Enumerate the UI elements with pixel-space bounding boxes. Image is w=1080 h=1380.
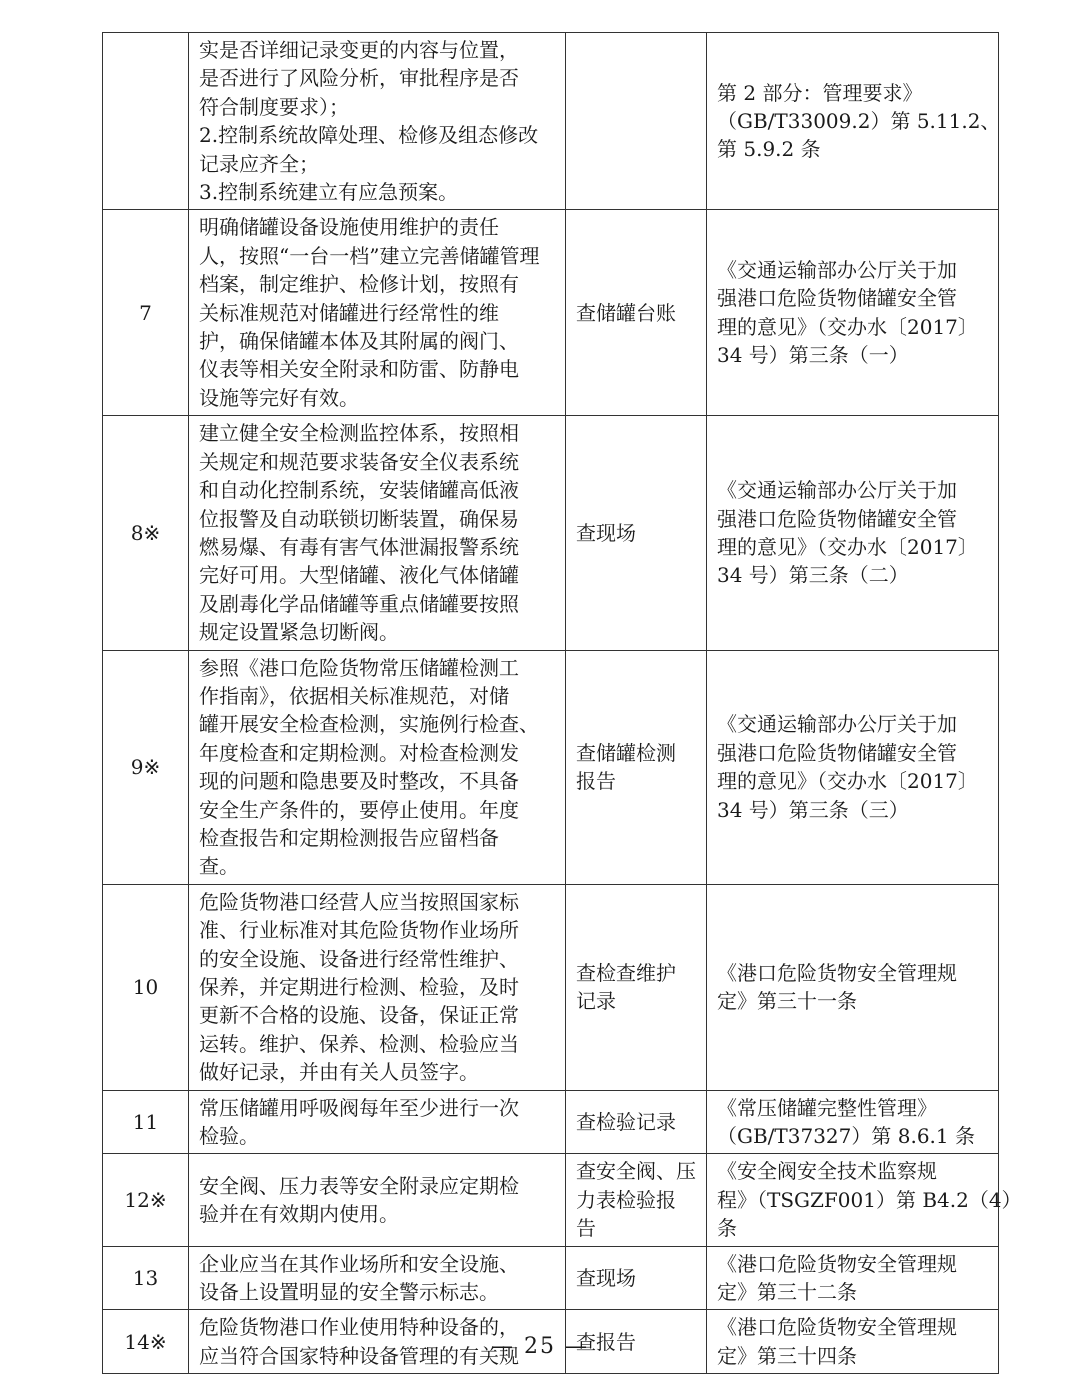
method-text-line: 力表检验报 xyxy=(576,1187,676,1212)
regulation-table xyxy=(102,32,1022,1374)
basis-text-line: 理的意见》（交办水〔2017〕 xyxy=(717,534,978,559)
content-text-line: 检验。 xyxy=(199,1124,259,1149)
method-text-line: 查储罐台账 xyxy=(576,300,676,325)
content-text-line: 人，按照“一台一档”建立完善储罐管理 xyxy=(199,243,540,268)
item-number-cell: 7 xyxy=(103,210,189,416)
content-text-line: 保养，并定期进行检测、检验，及时 xyxy=(199,975,519,999)
method-text-line: 查检验记录 xyxy=(576,1109,676,1134)
legal-basis-cell xyxy=(707,210,999,416)
content-text-line: 的安全设施、设备进行经常性维护、 xyxy=(199,946,519,971)
content-text-line: 作指南》，依据相关标准规范，对储 xyxy=(199,683,509,708)
table-row xyxy=(103,1154,999,1246)
legal-basis-cell xyxy=(707,33,999,210)
content-text-line: 规定设置紧急切断阀。 xyxy=(199,620,399,645)
item-number-cell: 10 xyxy=(103,884,189,1090)
method-text-line: 查现场 xyxy=(576,1265,636,1290)
inspection-content-cell xyxy=(189,210,566,416)
content-text-line: 现的问题和隐患要及时整改，不具备 xyxy=(199,769,519,794)
legal-basis-cell xyxy=(707,1090,999,1154)
inspection-method-cell xyxy=(566,650,707,884)
regulation-table-body xyxy=(103,33,1022,1374)
basis-text-line: 定》第三十一条 xyxy=(717,989,857,1014)
basis-text-line: 定》第三十四条 xyxy=(717,1343,857,1368)
table-row xyxy=(103,33,999,210)
inspection-content-cell xyxy=(189,416,566,650)
content-text-line: 准、行业标准对其危险货物作业场所 xyxy=(199,918,519,943)
page-number: — 25 — xyxy=(491,1334,589,1359)
content-text-line: 更新不合格的设施、设备，保证正常 xyxy=(199,1003,519,1028)
legal-basis-cell xyxy=(707,1246,999,1310)
inspection-method-cell xyxy=(566,1154,707,1246)
content-text-line: 做好记录，并由有关人员签字。 xyxy=(199,1060,479,1085)
inspection-method-cell xyxy=(566,1090,707,1154)
content-text-line: 应当符合国家特种设备管理的有关规 xyxy=(199,1343,519,1368)
table-row xyxy=(103,416,999,650)
basis-text-line: 《安全阀安全技术监察规 xyxy=(717,1159,937,1184)
basis-text-line: 《交通运输部办公厅关于加 xyxy=(717,258,957,283)
basis-text-line: （GB/T33009.2）第 5.11.2、 xyxy=(717,109,1001,134)
inspection-content-cell xyxy=(189,33,566,210)
content-text-line: 燃易爆、有毒有害气体泄漏报警系统 xyxy=(199,534,519,559)
basis-text-line: 《交通运输部办公厅关于加 xyxy=(717,478,957,503)
legal-basis-cell xyxy=(707,650,999,884)
content-text-line: 护，确保储罐本体及其附属的阀门、 xyxy=(199,329,519,354)
item-number-cell: 8※ xyxy=(103,416,189,650)
basis-text-line: 强港口危险货物储罐安全管 xyxy=(717,506,957,531)
inspection-method-cell xyxy=(566,416,707,650)
content-text-line: 企业应当在其作业场所和安全设施、 xyxy=(199,1251,519,1276)
method-text-line: 报告 xyxy=(576,769,616,794)
legal-basis-cell xyxy=(707,884,999,1090)
content-text-line: 检查报告和定期检测报告应留档备 xyxy=(199,825,499,850)
content-text-line: 运转。维护、保养、检测、检验应当 xyxy=(199,1031,519,1056)
basis-text-line: 《港口危险货物安全管理规 xyxy=(717,1251,957,1276)
method-text-line: 告 xyxy=(576,1216,596,1241)
content-text-line: 关标准规范对储罐进行经常性的维 xyxy=(199,300,499,325)
item-number-cell xyxy=(103,33,189,210)
content-text-line: 仪表等相关安全附录和防雷、防静电 xyxy=(199,357,519,382)
content-text-line: 及剧毒化学品储罐等重点储罐要按照 xyxy=(199,591,519,616)
method-text-line: 查检查维护 xyxy=(576,960,676,985)
method-text-line: 查安全阀、压 xyxy=(576,1159,696,1184)
content-text-line: 完好可用。大型储罐、液化气体储罐 xyxy=(199,563,519,588)
content-text-line: 常压储罐用呼吸阀每年至少进行一次 xyxy=(199,1095,519,1120)
basis-text-line: 定》第三十二条 xyxy=(717,1280,857,1305)
legal-basis-cell xyxy=(707,1154,1022,1246)
method-text-line: 查储罐检测 xyxy=(576,740,676,765)
basis-text-line: 理的意见》（交办水〔2017〕 xyxy=(717,314,978,339)
content-text-line: 和自动化控制系统，安装储罐高低液 xyxy=(199,478,519,503)
content-text-line: 明确储罐设备设施使用维护的责任 xyxy=(199,215,499,240)
basis-text-line: 《交通运输部办公厅关于加 xyxy=(717,712,957,737)
content-text-line: 实是否详细记录变更的内容与位置， xyxy=(199,38,519,62)
content-text-line: 安全生产条件的，要停止使用。年度 xyxy=(199,797,519,822)
content-text-line: 档案，制定维护、检修计划，按照有 xyxy=(199,272,519,297)
item-number-cell: 14※ xyxy=(103,1310,189,1374)
inspection-content-cell xyxy=(189,650,566,884)
content-text-line: 年度检查和定期检测。对检查检测发 xyxy=(199,740,519,765)
content-text-line: 危险货物港口作业使用特种设备的， xyxy=(199,1315,519,1340)
content-text-line: 记录应齐全； xyxy=(199,151,319,176)
table-row xyxy=(103,210,999,416)
inspection-method-cell xyxy=(566,33,707,210)
table-row xyxy=(103,650,999,884)
inspection-method-cell xyxy=(566,884,707,1090)
method-text-line: 查现场 xyxy=(576,520,636,545)
basis-text-line: 《港口危险货物安全管理规 xyxy=(717,960,957,985)
basis-text-line: 《港口危险货物安全管理规 xyxy=(717,1315,957,1340)
basis-text-line: 34 号）第三条（二） xyxy=(717,563,909,588)
content-text-line: 安全阀、压力表等安全附录应定期检 xyxy=(199,1173,519,1198)
basis-text-line: 第 5.9.2 条 xyxy=(717,137,821,162)
item-number-cell: 9※ xyxy=(103,650,189,884)
inspection-content-cell xyxy=(189,1154,566,1246)
content-text-line: 3.控制系统建立有应急预案。 xyxy=(199,180,459,205)
inspection-method-cell xyxy=(566,210,707,416)
content-text-line: 是否进行了风险分析，审批程序是否 xyxy=(199,66,519,91)
content-text-line: 危险货物港口经营人应当按照国家标 xyxy=(199,889,519,914)
item-number-cell: 13 xyxy=(103,1246,189,1310)
basis-text-line: 理的意见》（交办水〔2017〕 xyxy=(717,769,978,794)
basis-text-line: 第 2 部分：管理要求》 xyxy=(717,80,923,105)
inspection-method-cell xyxy=(566,1246,707,1310)
legal-basis-cell xyxy=(707,416,999,650)
inspection-content-cell xyxy=(189,1246,566,1310)
basis-text-line: 程》（TSGZF001）第 B4.2（4） xyxy=(717,1187,1022,1212)
content-text-line: 关规定和规范要求装备安全仪表系统 xyxy=(199,449,519,474)
basis-text-line: 《常压储罐完整性管理》 xyxy=(717,1095,937,1120)
basis-text-line: 强港口危险货物储罐安全管 xyxy=(717,740,957,765)
content-text-line: 参照《港口危险货物常压储罐检测工 xyxy=(199,655,519,680)
inspection-content-cell xyxy=(189,884,566,1090)
basis-text-line: 34 号）第三条（一） xyxy=(717,343,909,368)
method-text-line: 记录 xyxy=(576,989,616,1014)
table-row xyxy=(103,1090,999,1154)
basis-text-line: 条 xyxy=(717,1216,737,1241)
inspection-content-cell xyxy=(189,1090,566,1154)
content-text-line: 位报警及自动联锁切断装置，确保易 xyxy=(199,506,519,531)
table-row xyxy=(103,1246,999,1310)
content-text-line: 验并在有效期内使用。 xyxy=(199,1202,399,1227)
content-text-line: 查。 xyxy=(199,854,239,879)
basis-text-line: （GB/T37327）第 8.6.1 条 xyxy=(717,1124,975,1149)
content-text-line: 罐开展安全检查检测，实施例行检查、 xyxy=(199,712,539,737)
basis-text-line: 34 号）第三条（三） xyxy=(717,797,909,822)
content-text-line: 设备上设置明显的安全警示标志。 xyxy=(199,1280,499,1305)
method-text-line: 查报告 xyxy=(576,1329,636,1354)
item-number-cell: 12※ xyxy=(103,1154,189,1246)
table-row xyxy=(103,884,999,1090)
content-text-line: 符合制度要求）； xyxy=(199,94,349,119)
content-text-line: 建立健全安全检测监控体系，按照相 xyxy=(199,421,519,446)
content-text-line: 2.控制系统故障处理、检修及组态修改 xyxy=(199,123,539,148)
content-text-line: 设施等完好有效。 xyxy=(199,385,359,410)
basis-text-line: 强港口危险货物储罐安全管 xyxy=(717,286,957,311)
item-number-cell: 11 xyxy=(103,1090,189,1154)
